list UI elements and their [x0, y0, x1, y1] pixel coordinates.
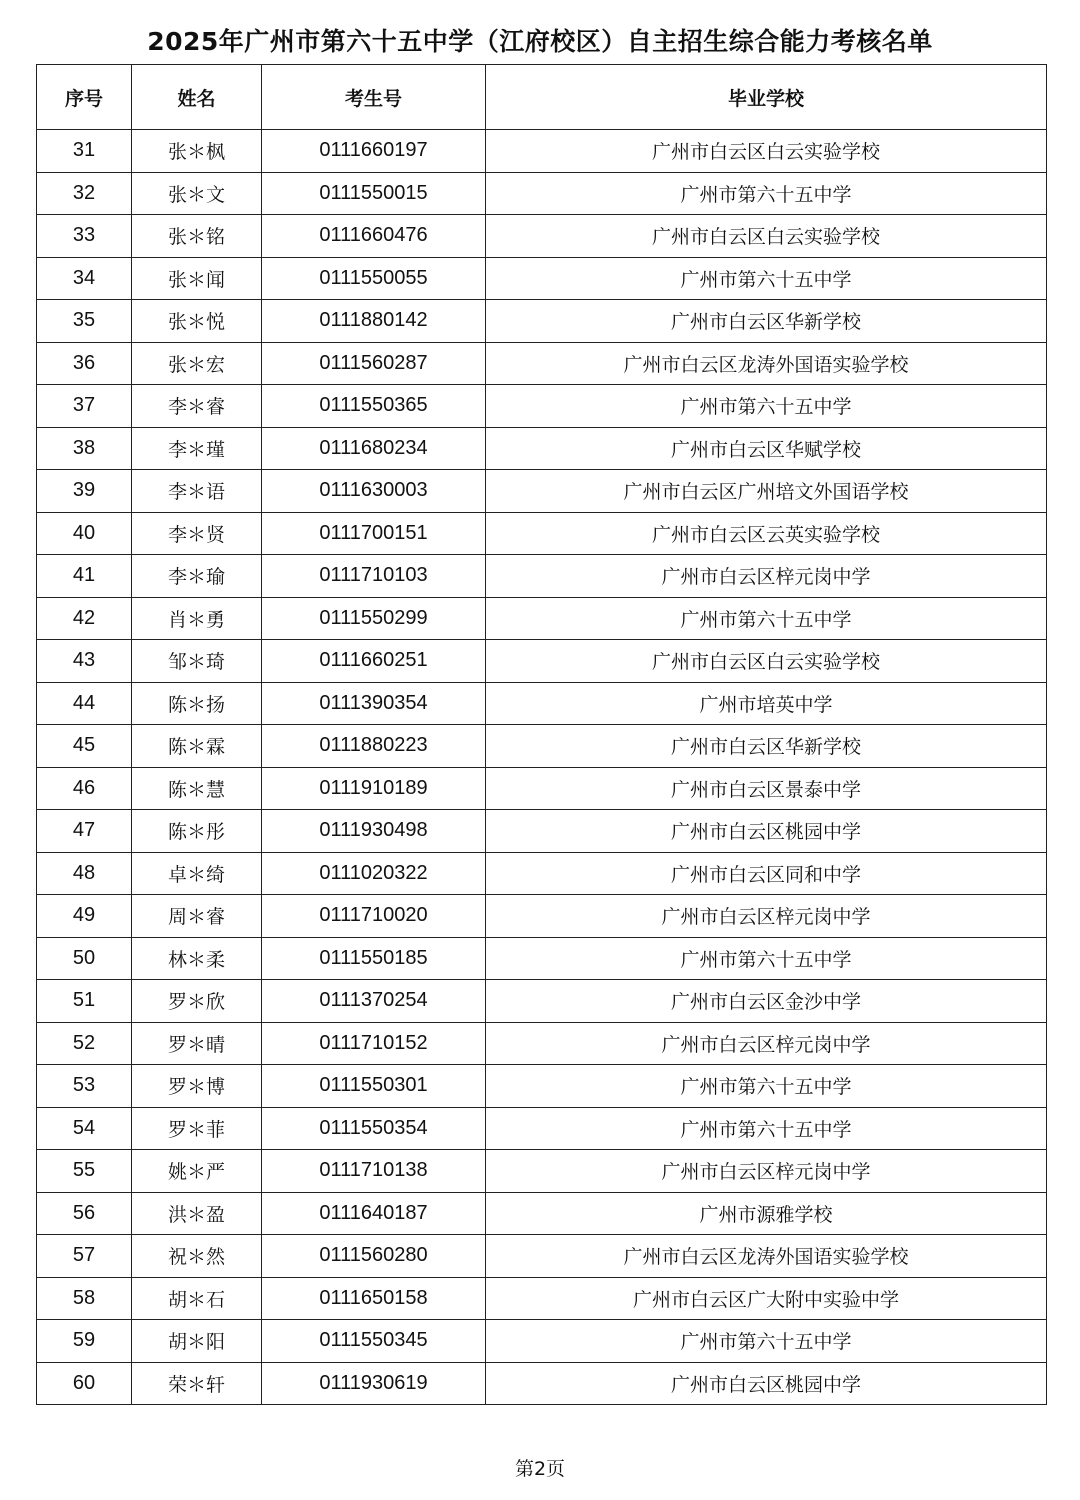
- cell-name: 罗＊欣: [132, 980, 262, 1023]
- cell-name: 李＊瑾: [132, 427, 262, 470]
- cell-name: 罗＊晴: [132, 1022, 262, 1065]
- table-row: [37, 555, 1047, 598]
- cell-seq: 45: [37, 725, 132, 768]
- cell-school: 广州市第六十五中学: [486, 937, 1047, 980]
- cell-seq: 33: [37, 215, 132, 258]
- cell-exam-no: 0111550301: [262, 1065, 486, 1108]
- cell-school: 广州市白云区白云实验学校: [486, 130, 1047, 173]
- cell-name: 李＊贤: [132, 512, 262, 555]
- cell-exam-no: 0111550055: [262, 257, 486, 300]
- cell-name: 肖＊勇: [132, 597, 262, 640]
- table-row: [37, 1320, 1047, 1363]
- cell-name: 张＊悦: [132, 300, 262, 343]
- cell-school: 广州市白云区广州培文外国语学校: [486, 470, 1047, 513]
- cell-school: 广州市白云区云英实验学校: [486, 512, 1047, 555]
- cell-exam-no: 0111700151: [262, 512, 486, 555]
- cell-exam-no: 0111550365: [262, 385, 486, 428]
- table-row: [37, 215, 1047, 258]
- cell-school: 广州市第六十五中学: [486, 1320, 1047, 1363]
- table-row: [37, 810, 1047, 853]
- column-header-name: 姓名: [132, 65, 262, 130]
- table-body: [37, 130, 1047, 1405]
- table-row: [37, 725, 1047, 768]
- table-header: [37, 65, 1047, 130]
- cell-name: 李＊瑜: [132, 555, 262, 598]
- table-row: [37, 597, 1047, 640]
- cell-name: 张＊枫: [132, 130, 262, 173]
- table-row: [37, 1235, 1047, 1278]
- cell-name: 陈＊扬: [132, 682, 262, 725]
- cell-school: 广州市白云区梓元岗中学: [486, 1022, 1047, 1065]
- cell-seq: 54: [37, 1107, 132, 1150]
- table-row: [37, 640, 1047, 683]
- cell-exam-no: 0111660476: [262, 215, 486, 258]
- cell-name: 陈＊彤: [132, 810, 262, 853]
- cell-seq: 60: [37, 1362, 132, 1405]
- cell-school: 广州市培英中学: [486, 682, 1047, 725]
- cell-seq: 50: [37, 937, 132, 980]
- table-row: [37, 852, 1047, 895]
- table-row: [37, 172, 1047, 215]
- column-header-seq: 序号: [37, 65, 132, 130]
- page-number: 第2页: [514, 1458, 566, 1480]
- table-row: [37, 257, 1047, 300]
- table-row: [37, 342, 1047, 385]
- table-row: [37, 937, 1047, 980]
- table-row: [37, 1150, 1047, 1193]
- cell-exam-no: 0111660197: [262, 130, 486, 173]
- cell-exam-no: 0111880142: [262, 300, 486, 343]
- cell-school: 广州市白云区梓元岗中学: [486, 895, 1047, 938]
- cell-exam-no: 0111550185: [262, 937, 486, 980]
- cell-school: 广州市第六十五中学: [486, 1065, 1047, 1108]
- cell-school: 广州市白云区华赋学校: [486, 427, 1047, 470]
- cell-exam-no: 0111630003: [262, 470, 486, 513]
- table-row: [37, 130, 1047, 173]
- cell-seq: 35: [37, 300, 132, 343]
- cell-name: 陈＊霖: [132, 725, 262, 768]
- cell-school: 广州市第六十五中学: [486, 385, 1047, 428]
- cell-seq: 52: [37, 1022, 132, 1065]
- cell-school: 广州市白云区华新学校: [486, 300, 1047, 343]
- cell-name: 胡＊阳: [132, 1320, 262, 1363]
- cell-exam-no: 0111710138: [262, 1150, 486, 1193]
- cell-exam-no: 0111930498: [262, 810, 486, 853]
- cell-name: 罗＊博: [132, 1065, 262, 1108]
- cell-seq: 42: [37, 597, 132, 640]
- cell-seq: 43: [37, 640, 132, 683]
- cell-school: 广州市白云区梓元岗中学: [486, 555, 1047, 598]
- table-row: [37, 1022, 1047, 1065]
- cell-seq: 58: [37, 1277, 132, 1320]
- cell-school: 广州市白云区白云实验学校: [486, 215, 1047, 258]
- cell-exam-no: 0111660251: [262, 640, 486, 683]
- header-row: [37, 65, 1047, 130]
- cell-exam-no: 0111680234: [262, 427, 486, 470]
- cell-exam-no: 0111650158: [262, 1277, 486, 1320]
- cell-seq: 38: [37, 427, 132, 470]
- cell-exam-no: 0111020322: [262, 852, 486, 895]
- cell-name: 李＊睿: [132, 385, 262, 428]
- cell-name: 张＊文: [132, 172, 262, 215]
- cell-name: 陈＊慧: [132, 767, 262, 810]
- table-row: [37, 1277, 1047, 1320]
- cell-school: 广州市白云区龙涛外国语实验学校: [486, 342, 1047, 385]
- cell-name: 罗＊菲: [132, 1107, 262, 1150]
- table-row: [37, 1107, 1047, 1150]
- cell-exam-no: 0111640187: [262, 1192, 486, 1235]
- table-row: [37, 427, 1047, 470]
- table-row: [37, 1065, 1047, 1108]
- cell-seq: 41: [37, 555, 132, 598]
- cell-name: 林＊柔: [132, 937, 262, 980]
- cell-seq: 53: [37, 1065, 132, 1108]
- table-row: [37, 682, 1047, 725]
- cell-seq: 48: [37, 852, 132, 895]
- cell-seq: 31: [37, 130, 132, 173]
- cell-seq: 40: [37, 512, 132, 555]
- cell-name: 张＊闻: [132, 257, 262, 300]
- document-title: 2025年广州市第六十五中学（江府校区）自主招生综合能力考核名单: [147, 27, 933, 56]
- table-row: [37, 1362, 1047, 1405]
- cell-school: 广州市第六十五中学: [486, 172, 1047, 215]
- cell-seq: 36: [37, 342, 132, 385]
- cell-name: 洪＊盈: [132, 1192, 262, 1235]
- cell-school: 广州市白云区景泰中学: [486, 767, 1047, 810]
- candidate-table: [36, 64, 1047, 1405]
- cell-name: 胡＊石: [132, 1277, 262, 1320]
- cell-name: 姚＊严: [132, 1150, 262, 1193]
- cell-school: 广州市第六十五中学: [486, 597, 1047, 640]
- cell-name: 张＊宏: [132, 342, 262, 385]
- table-row: [37, 980, 1047, 1023]
- cell-exam-no: 0111560287: [262, 342, 486, 385]
- cell-seq: 59: [37, 1320, 132, 1363]
- cell-seq: 46: [37, 767, 132, 810]
- cell-school: 广州市白云区华新学校: [486, 725, 1047, 768]
- cell-exam-no: 0111550354: [262, 1107, 486, 1150]
- cell-seq: 51: [37, 980, 132, 1023]
- cell-seq: 49: [37, 895, 132, 938]
- table-row: [37, 1192, 1047, 1235]
- table-row: [37, 895, 1047, 938]
- cell-school: 广州市源雅学校: [486, 1192, 1047, 1235]
- cell-school: 广州市白云区广大附中实验中学: [486, 1277, 1047, 1320]
- cell-exam-no: 0111910189: [262, 767, 486, 810]
- cell-name: 荣＊轩: [132, 1362, 262, 1405]
- column-header-exam-no: 考生号: [262, 65, 486, 130]
- cell-exam-no: 0111930619: [262, 1362, 486, 1405]
- cell-school: 广州市白云区金沙中学: [486, 980, 1047, 1023]
- cell-exam-no: 0111560280: [262, 1235, 486, 1278]
- cell-seq: 47: [37, 810, 132, 853]
- cell-exam-no: 0111550345: [262, 1320, 486, 1363]
- cell-seq: 39: [37, 470, 132, 513]
- cell-school: 广州市白云区龙涛外国语实验学校: [486, 1235, 1047, 1278]
- cell-seq: 57: [37, 1235, 132, 1278]
- cell-seq: 44: [37, 682, 132, 725]
- cell-school: 广州市第六十五中学: [486, 257, 1047, 300]
- cell-name: 周＊睿: [132, 895, 262, 938]
- cell-exam-no: 0111390354: [262, 682, 486, 725]
- cell-name: 邹＊琦: [132, 640, 262, 683]
- cell-school: 广州市白云区同和中学: [486, 852, 1047, 895]
- cell-school: 广州市白云区白云实验学校: [486, 640, 1047, 683]
- cell-name: 张＊铭: [132, 215, 262, 258]
- cell-seq: 55: [37, 1150, 132, 1193]
- cell-exam-no: 0111710020: [262, 895, 486, 938]
- cell-school: 广州市白云区桃园中学: [486, 1362, 1047, 1405]
- cell-exam-no: 0111550015: [262, 172, 486, 215]
- table-row: [37, 300, 1047, 343]
- cell-exam-no: 0111370254: [262, 980, 486, 1023]
- cell-seq: 32: [37, 172, 132, 215]
- table-row: [37, 385, 1047, 428]
- cell-seq: 34: [37, 257, 132, 300]
- cell-name: 李＊语: [132, 470, 262, 513]
- cell-exam-no: 0111880223: [262, 725, 486, 768]
- cell-name: 祝＊然: [132, 1235, 262, 1278]
- cell-school: 广州市白云区桃园中学: [486, 810, 1047, 853]
- cell-seq: 37: [37, 385, 132, 428]
- cell-school: 广州市第六十五中学: [486, 1107, 1047, 1150]
- table-row: [37, 767, 1047, 810]
- column-header-school: 毕业学校: [486, 65, 1047, 130]
- cell-school: 广州市白云区梓元岗中学: [486, 1150, 1047, 1193]
- table-row: [37, 470, 1047, 513]
- table-row: [37, 512, 1047, 555]
- cell-exam-no: 0111710103: [262, 555, 486, 598]
- cell-seq: 56: [37, 1192, 132, 1235]
- cell-exam-no: 0111710152: [262, 1022, 486, 1065]
- cell-name: 卓＊绮: [132, 852, 262, 895]
- cell-exam-no: 0111550299: [262, 597, 486, 640]
